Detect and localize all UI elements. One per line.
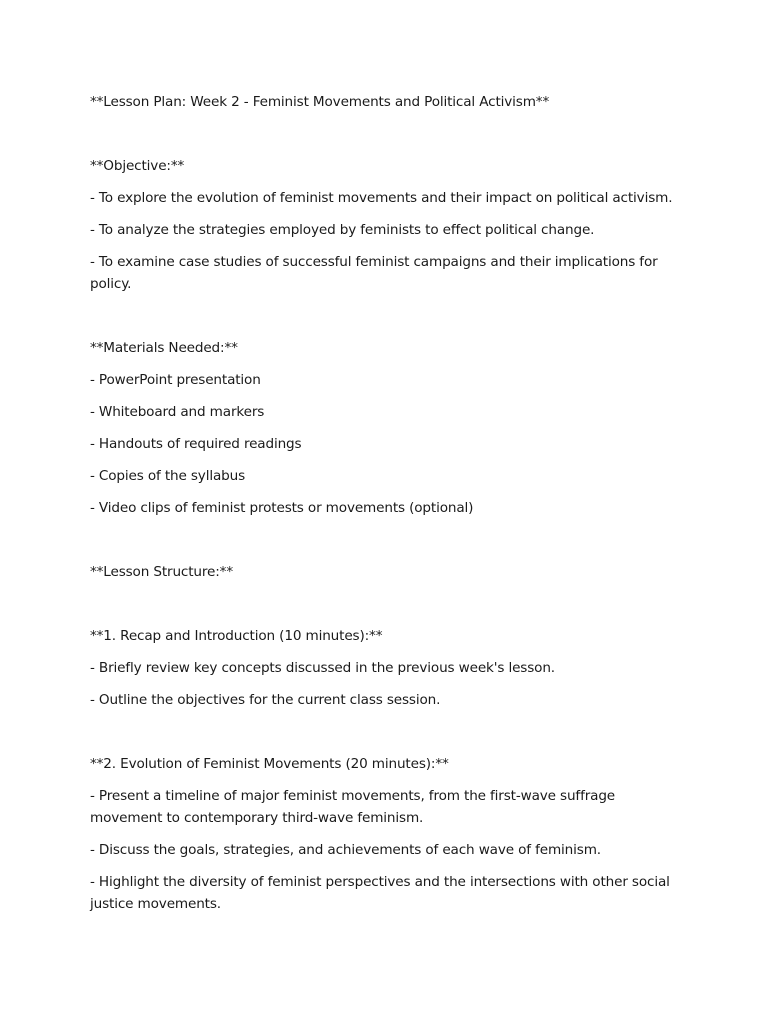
materials-item: - Handouts of required readings <box>90 436 302 452</box>
objective-item: - To analyze the strategies employed by feminists to effect political change. <box>90 222 595 238</box>
recap-heading: **1. Recap and Introduction (10 minutes):** <box>90 628 383 644</box>
objective-item: - To explore the evolution of feminist movements and their impact on political activism. <box>90 190 673 206</box>
evolution-item: - Present a timeline of major feminist movements, from the first-wave suffrage movement to contemporary third-wave feminism. <box>90 788 616 826</box>
materials-item: - Whiteboard and markers <box>90 404 265 420</box>
materials-item: - Video clips of feminist protests or movements (optional) <box>90 500 474 516</box>
evolution-heading: **2. Evolution of Feminist Movements (20 minutes):** <box>90 756 449 772</box>
materials-heading: **Materials Needed:** <box>90 340 238 356</box>
evolution-item: - Highlight the diversity of feminist perspectives and the intersections with other social justice movements. <box>90 874 670 912</box>
document-page <box>90 91 680 925</box>
document-title: **Lesson Plan: Week 2 - Feminist Movements and Political Activism** <box>90 94 550 110</box>
lesson-structure-heading: **Lesson Structure:** <box>90 564 233 580</box>
materials-item: - Copies of the syllabus <box>90 468 245 484</box>
objective-heading: **Objective:** <box>90 158 185 174</box>
evolution-item: - Discuss the goals, strategies, and achievements of each wave of feminism. <box>90 842 601 858</box>
recap-item: - Briefly review key concepts discussed in the previous week's lesson. <box>90 660 555 676</box>
objective-item: - To examine case studies of successful feminist campaigns and their implications for policy. <box>90 254 658 292</box>
recap-item: - Outline the objectives for the current class session. <box>90 692 441 708</box>
materials-item: - PowerPoint presentation <box>90 372 261 388</box>
